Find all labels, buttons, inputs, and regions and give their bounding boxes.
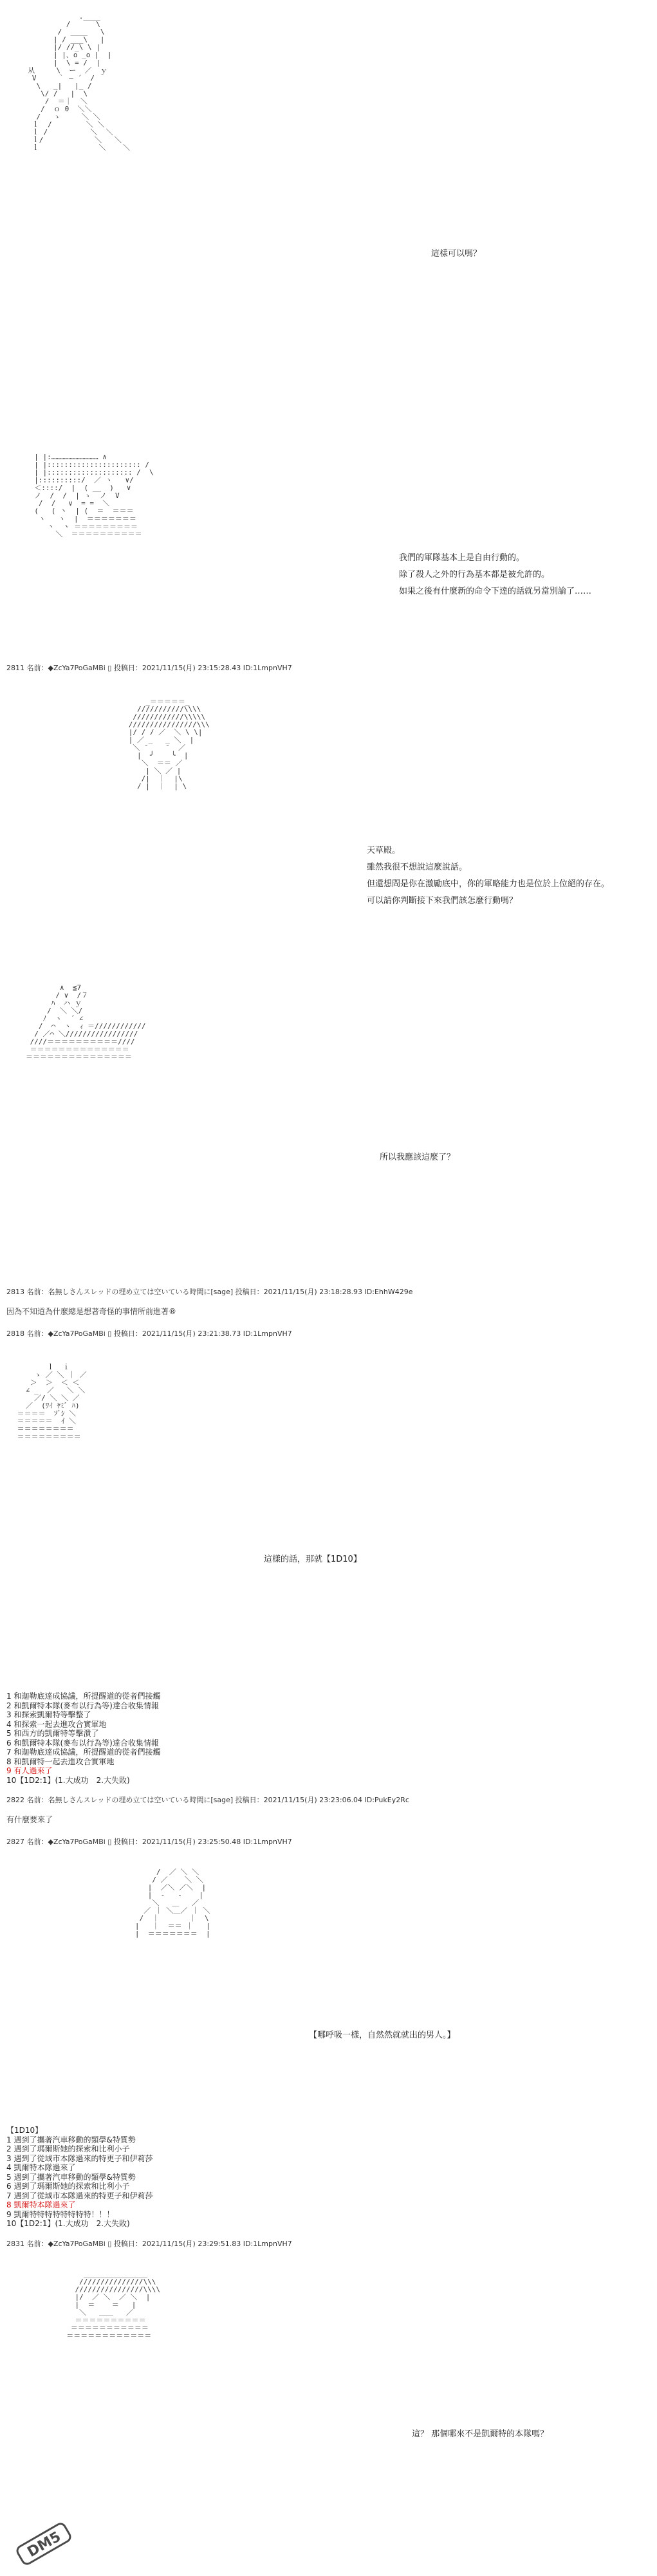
choice-item: 5 遇到了攜著汽車移動的類學&特質勢 xyxy=(6,2172,136,2182)
dialog-text: 這樣可以嗎？ xyxy=(431,249,482,259)
choice-list xyxy=(6,2126,153,2229)
dialog-text: 我們的軍隊基本上是自由行動的。 除了殺人之外的行為基本都是被允許的。 如果之後有什麼新的命令下達的話就另當別論了…… xyxy=(399,553,592,596)
choice-item: 6 遇到了瑪爾斯她的探索和比利小子 xyxy=(6,2182,130,2191)
ascii-art-figure: _＝＝＝＝＝_ ///////////\\\\ ////////////\\\\\ ////////////////\\\ |/ / / ／ ＼ \ \| | ／ _ _ ＼ | ＼ ¯ ¯ ／ | ╯ ╰ | ＼ ＝＝ ／ | ＼ ／ | /| ｜ |\ / | ｜ | \ xyxy=(128,697,210,790)
dialog-text: 【哪呼吸一樣，自然然就就出的男人。】 xyxy=(309,2031,456,2040)
ascii-art-figure: ∧ ≦7 / ∨ /７ ﾊ ハ ｙ / ＼ ＼/ ﾉ ヽ ´ ∠ / ⌒ ヽ ｨ ＝//////////// / ／⌒ ＼///////////////// ////＝＝＝＝＝＝＝＝＝＝//// ＝＝＝＝＝＝＝＝＝＝＝＝＝＝ ＝＝＝＝＝＝＝＝＝＝＝＝＝＝＝ xyxy=(26,983,146,1061)
choice-item: 10【1D2:1】(1.大成功 2.大失敗) xyxy=(6,1775,130,1785)
choice-item: 7 和迦勒底達成協議，所提醒道的從者們接觸 xyxy=(6,1748,161,1757)
choice-list xyxy=(6,1692,160,1785)
reader-comment: 有什麼要來了 xyxy=(6,1815,53,1824)
choice-item: 2 遇到了瑪爾斯她的探索和比利小子 xyxy=(6,2144,130,2153)
ascii-art-figure: .____ / \ / ____ \ | / ___\ | |/ //_\ \ | | |、o _o | | | \ = / | 从 \ ー ／ ｙ V ｀ ― ´ / \ _| |_ / \/ / | \ / ＝｜ ＼ / ｏ 0 ＼＼ / ゝ ＼ ＼ ｌ / ＼ ＼ ｌ / ＼ ＼ ｌ/ ＼ ＼ ｌ ＼ ＼ xyxy=(28,12,131,152)
ascii-art-figure: | |:…………………………… ∧ | |:::::::::::::::::::::: / | |:::::::::::::::::::: / \ |::::::::::/ ／ ヽ ∨/ ＜::::/ | ( __ ) ∨ ノ / / | ゝ ノ V / / ∨ = = ＼ ( ( 丶 | ( ＝ ＝＝＝ ヽ ヽ | ＝＝＝＝＝＝＝ ヽ ヽ ＝＝＝＝＝＝＝＝＝ ＼ ＝＝＝＝＝＝＝＝＝＝ xyxy=(34,453,154,538)
post-header: 2818 名前：◆ZcYa7PoGaMBi ▯ 投稿日：2021/11/15(月) 23:21:38.73 ID:1LmpnVH7 xyxy=(6,1329,292,1338)
choice-item: 1 和迦勒底達成協議，所提醒道的從者們接觸 xyxy=(6,1692,161,1701)
choice-item: 1 遇到了攜著汽車移動的類學&特質勢 xyxy=(6,2135,136,2144)
choice-item: 3 和探索凱爾特等擊整了 xyxy=(6,1710,91,1719)
dialog-text: 這樣的話，那就【1D10】 xyxy=(264,1555,362,1564)
post-header: 2813 名前：名無しさんスレッドの埋め立ては空いている時間に[sage] 投稿日：2021/11/15(月) 23:18:28.93 ID:EhhW429e xyxy=(6,1288,413,1296)
choice-header: 【1D10】 xyxy=(6,2126,43,2135)
choice-item: 6 和凱爾特本隊(麥布以行為等)達合收集情報 xyxy=(6,1738,159,1748)
post-header: 2827 名前：◆ZcYa7PoGaMBi ▯ 投稿日：2021/11/15(月) 23:25:50.48 ID:1LmpnVH7 xyxy=(6,1838,292,1846)
reader-comment: 因為不知道為什麼總是想著奇怪的事情所前進著® xyxy=(6,1307,177,1316)
choice-item: 8 和凱爾特一起去進攻合實軍地 xyxy=(6,1757,115,1766)
logo-text: DM5 xyxy=(24,2528,64,2561)
choice-item: 5 和西方的凱爾特等擊潰了 xyxy=(6,1729,99,1738)
choice-item: 9 凱爾特特特特特特特特！！！ xyxy=(6,2209,115,2219)
ascii-art-figure: / ／ ＼ ＼ / ／ ＼ ＼ | ／＼ ／＼ | | ‐ ‐ | ＼ ＿ ／ ／ ｜ ＼＿／ ｜ ＼ / ｜ ｜ \ | ｜ ＝＝ ｜ | | ＝＝＝＝＝＝＝ | xyxy=(134,1868,210,1938)
choice-item: 3 遇到了從域市本隊過來的特更子和伊莉莎 xyxy=(6,2153,153,2163)
ascii-art-figure: ｌ ｉ ゝ ／ ＼ ｜ ／ ＞ ＞ ＜ ＜ ∠ _ ／ ＼ ＼ ／/ ＼ ＼ ／ ／ (ﾜｲ ﾔﾐﾞ ﾊ) ＝＝＝＝ ｿﾞｼ ＼ ＝＝＝＝＝ ｲ ＼ ＝＝＝＝＝＝＝＝ ＝＝＝＝＝＝＝＝＝ xyxy=(17,1363,87,1441)
choice-item: 4 和探索一起去進攻合實軍地 xyxy=(6,1719,107,1729)
choice-item: 4 凱爾特本隊過來了 xyxy=(6,2163,76,2172)
post-header: 2831 名前：◆ZcYa7PoGaMBi ▯ 投稿日：2021/11/15(月) 23:29:51.83 ID:1LmpnVH7 xyxy=(6,2240,292,2248)
choice-item: 2 和凱爾特本隊(麥布以行為等)達合收集情報 xyxy=(6,1701,159,1710)
choice-item-selected: 9 有人過來了 xyxy=(6,1766,53,1775)
dialog-text: 所以我應該這麼了？ xyxy=(380,1153,456,1162)
choice-item: 7 遇到了從域市本隊過來的特更子和伊莉莎 xyxy=(6,2191,153,2200)
choice-item: 10【1D2:1】(1.大成功 2.大失敗) xyxy=(6,2219,130,2228)
post-header: 2822 名前：名無しさんスレッドの埋め立ては空いている時間に[sage] 投稿日：2021/11/15(月) 23:23:06.04 ID:PukEy2Rc xyxy=(6,1796,409,1804)
dialog-text: 天草殿。 雖然我很不想說這麼說話。 但還想問是你在激勵底中，你的軍略能力也是位於上位絕的存在。 可以請你判斷接下來我們該怎麼行動嗎？ xyxy=(367,846,610,906)
dialog-text: 這？ 那個哪來不是凱爾特的本隊嗎？ xyxy=(412,2429,549,2439)
site-logo-icon xyxy=(12,2518,76,2570)
post-header: 2811 名前：◆ZcYa7PoGaMBi ▯ 投稿日：2021/11/15(月) 23:15:28.43 ID:1LmpnVH7 xyxy=(6,664,292,672)
choice-item-selected: 8 凱爾特本隊過來了 xyxy=(6,2200,76,2209)
ascii-art-figure: _______________ ///////////////\\\ ////////////////\\\\ |/ ／ ＼ ／ ＼ | | ＝ ＝ | ＼ ＿＿ ／ ＝＝＝＝＝＝＝＝＝＝ ＝＝＝＝＝＝＝＝＝＝＝ ＝＝＝＝＝＝＝＝＝＝＝＝ xyxy=(66,2270,160,2340)
